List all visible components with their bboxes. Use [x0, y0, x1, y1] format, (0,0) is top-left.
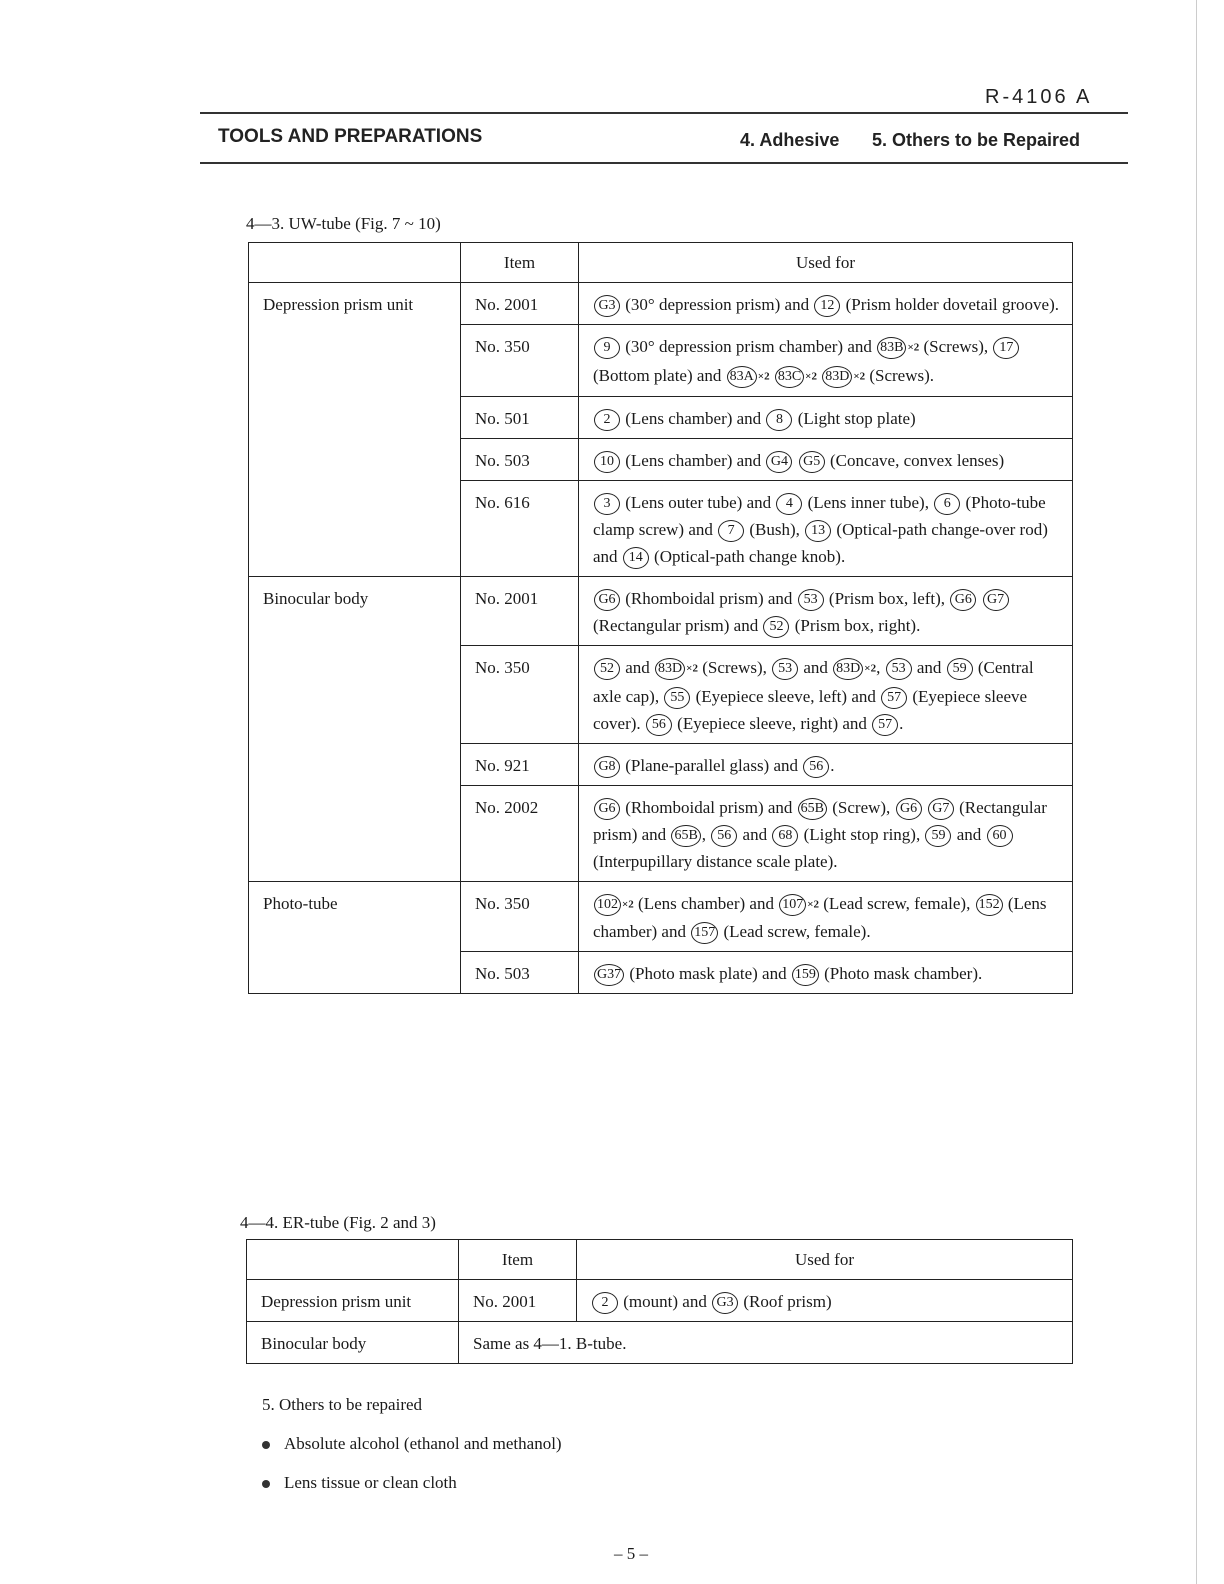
part-number-circle: 59 — [925, 825, 951, 847]
used-for-text: (Photo mask chamber). — [819, 964, 983, 984]
used-for-text: (Light stop ring), — [799, 824, 925, 844]
used-for-text: , — [701, 824, 711, 844]
item-cell: No. 503 — [461, 952, 579, 994]
used-for-text: (Screws), — [697, 658, 772, 678]
part-number-circle: G6 — [594, 589, 620, 611]
used-for-text — [770, 366, 774, 385]
used-for-text: (Lead screw, female), — [819, 893, 975, 913]
part-number-circle: 152 — [976, 894, 1003, 916]
doc-number: R-4106 A — [985, 86, 1093, 108]
used-for-text: (Optical-path change-over rod) and — [593, 520, 1048, 567]
used-for-text: (Central axle cap), — [593, 658, 1034, 706]
table-row — [249, 881, 1073, 952]
item-used-cell: Same as 4—1. B-tube. — [459, 1322, 1073, 1364]
item-cell: No. 350 — [461, 881, 579, 952]
part-number-circle: 14 — [623, 547, 649, 569]
used-for-text: (Lead screw, female). — [719, 922, 871, 942]
uw-tube-heading: 4—3. UW-tube (Fig. 7 ~ 10) — [246, 214, 441, 233]
item-cell: No. 350 — [461, 646, 579, 744]
part-number-circle: 12 — [814, 295, 840, 317]
part-number-circle: 13 — [805, 520, 831, 542]
part-number-circle: G6 — [594, 798, 620, 820]
part-number-circle: 52 — [763, 616, 789, 638]
part-number-circle: 56 — [711, 825, 737, 847]
header-empty-cell — [247, 1240, 459, 1280]
used-for-text: (Prism box, left), — [824, 589, 950, 609]
used-for-text: (Prism holder dovetail groove). — [841, 295, 1060, 314]
used-for-text — [923, 798, 927, 817]
used-for-text: (Bottom plate) and — [593, 365, 726, 385]
section-header-others: 5. Others to be Repaired — [872, 130, 1081, 150]
used-for-text: and — [912, 658, 946, 678]
used-for-text: (Prism box, right). — [790, 616, 921, 636]
part-number-circle: G7 — [983, 589, 1009, 611]
list-item-text: Lens tissue or clean cloth — [284, 1473, 457, 1492]
used-for-text: (Rectangular prism) and — [593, 797, 1047, 844]
item-cell: No. 921 — [461, 743, 579, 785]
part-number-circle: G6 — [896, 798, 922, 820]
used-for-text: (Lens chamber) and — [593, 893, 1047, 942]
used-for-text: (Light stop plate) — [793, 409, 916, 429]
part-number-circle: 56 — [646, 714, 672, 736]
used-for-cell — [579, 785, 1073, 881]
header-used-for: Used for — [579, 243, 1073, 283]
header-used-for: Used for — [577, 1240, 1073, 1280]
table-header-row — [249, 243, 1073, 283]
part-number-circle: 10 — [594, 451, 620, 473]
used-for-cell — [579, 283, 1073, 325]
part-number-circle: 60 — [987, 825, 1013, 847]
quantity-mark: ×2 — [757, 370, 770, 383]
part-number-circle: G8 — [594, 756, 620, 778]
header-empty-cell — [249, 243, 461, 283]
part-number-circle: 17 — [993, 337, 1019, 359]
used-for-cell — [579, 743, 1073, 785]
used-for-text: (Plane-parallel glass) and — [621, 755, 803, 775]
used-for-text: and — [799, 658, 833, 678]
part-number-circle: 2 — [594, 409, 620, 431]
part-number-circle: 8 — [766, 409, 792, 431]
part-number-circle: 68 — [772, 825, 798, 847]
part-number-circle: 107 — [779, 894, 806, 916]
group-name: Binocular body — [249, 577, 461, 882]
used-for-text: (Photo-tube clamp screw) and — [593, 493, 1046, 540]
used-for-text: (Lens inner tube), — [803, 493, 934, 513]
table-row — [249, 283, 1073, 325]
used-for-text: (Rhomboidal prism) and — [621, 589, 797, 609]
part-number-circle: G7 — [928, 798, 954, 820]
item-cell: No. 503 — [461, 439, 579, 481]
item-cell: No. 2001 — [459, 1280, 577, 1322]
part-number-circle: 52 — [594, 658, 620, 680]
bullet-icon — [262, 1480, 270, 1488]
uw-tube-table — [248, 242, 1073, 994]
used-for-text: , — [876, 658, 885, 678]
used-for-text — [817, 366, 821, 385]
part-number-circle: G37 — [594, 964, 624, 986]
quantity-mark: ×2 — [622, 898, 634, 911]
used-for-text: (Eyepiece sleeve cover). — [593, 686, 1028, 733]
header-top-rule — [200, 112, 1128, 114]
used-for-text: (Concave, convex lenses) — [825, 451, 1005, 471]
part-number-circle: 59 — [947, 658, 973, 680]
used-for-text: (Optical-path change knob). — [649, 547, 846, 567]
part-number-circle: 83A — [727, 366, 757, 388]
used-for-cell — [579, 881, 1073, 952]
part-number-circle: G3 — [594, 295, 620, 317]
used-for-text: (Lens chamber) and — [633, 893, 779, 913]
used-for-cell — [579, 577, 1073, 646]
used-for-cell — [579, 952, 1073, 994]
part-number-circle: 53 — [772, 658, 798, 680]
item-cell: No. 2001 — [461, 577, 579, 646]
used-for-text: (Lens outer tube) and — [621, 493, 776, 513]
part-number-circle: G6 — [950, 589, 976, 611]
part-number-circle: 4 — [776, 493, 802, 515]
page-number: – 5 – — [614, 1544, 648, 1563]
part-number-circle: 83C — [775, 366, 804, 388]
quantity-mark: ×2 — [853, 370, 866, 383]
part-number-circle: 57 — [881, 687, 907, 709]
used-for-text: (Eyepiece sleeve, right) and — [672, 713, 872, 733]
quantity-mark: ×2 — [807, 898, 819, 911]
header-item: Item — [461, 243, 579, 283]
part-number-circle: 83D — [655, 658, 685, 680]
used-for-text: (Bush), — [745, 520, 805, 540]
part-number-circle: 83D — [833, 658, 863, 680]
table-header-row — [247, 1240, 1073, 1280]
group-name: Depression prism unit — [249, 283, 461, 577]
used-for-text: (Photo mask plate) and — [625, 964, 791, 984]
er-tube-heading: 4—4. ER-tube (Fig. 2 and 3) — [240, 1213, 436, 1232]
part-number-circle: 2 — [592, 1292, 618, 1314]
group-name: Binocular body — [247, 1322, 459, 1364]
item-cell: No. 350 — [461, 325, 579, 397]
used-for-text: (30° depression prism chamber) and — [621, 337, 877, 356]
table-row — [249, 577, 1073, 646]
used-for-text: (Interpupillary distance scale plate). — [593, 851, 838, 871]
used-for-cell — [577, 1280, 1073, 1322]
quantity-mark: ×2 — [907, 341, 920, 354]
quantity-mark: ×2 — [864, 662, 877, 675]
list-item — [262, 1434, 562, 1454]
item-cell: No. 616 — [461, 481, 579, 577]
used-for-cell — [579, 397, 1073, 439]
part-number-circle: 159 — [792, 964, 819, 986]
section-header-title: TOOLS AND PREPARATIONS — [218, 126, 483, 147]
used-for-text: (Roof prism) — [739, 1292, 832, 1311]
table-row — [247, 1322, 1073, 1364]
group-name: Depression prism unit — [247, 1280, 459, 1322]
part-number-circle: 56 — [803, 756, 829, 778]
used-for-text — [793, 451, 797, 470]
used-for-text: (Lens chamber) and — [621, 451, 766, 471]
part-number-circle: 157 — [691, 922, 718, 944]
header-item: Item — [459, 1240, 577, 1280]
others-heading: 5. Others to be repaired — [262, 1395, 423, 1414]
used-for-text: (Rectangular prism) and — [593, 616, 763, 636]
used-for-text: (mount) and — [619, 1292, 712, 1311]
quantity-mark: ×2 — [686, 662, 698, 675]
used-for-cell — [579, 325, 1073, 397]
used-for-text: (Eyepiece sleeve, left) and — [691, 686, 881, 706]
part-number-circle: 102 — [594, 894, 621, 916]
group-name: Photo-tube — [249, 881, 461, 994]
bullet-icon — [262, 1441, 270, 1449]
used-for-text: and — [952, 824, 986, 844]
used-for-text: (Screw), — [828, 797, 895, 817]
part-number-circle: 9 — [594, 337, 620, 359]
list-item-text: Absolute alcohol (ethanol and methanol) — [284, 1434, 562, 1453]
part-number-circle: 53 — [798, 589, 824, 611]
header-bottom-rule — [200, 162, 1128, 164]
part-number-circle: G5 — [799, 451, 825, 473]
page-edge-line — [1196, 0, 1197, 1584]
part-number-circle: 83B — [877, 337, 906, 359]
part-number-circle: 7 — [718, 520, 744, 542]
used-for-text: and — [621, 658, 655, 678]
item-cell: No. 2002 — [461, 785, 579, 881]
part-number-circle: 3 — [594, 493, 620, 515]
list-item — [262, 1473, 457, 1493]
part-number-circle: G3 — [712, 1292, 738, 1314]
used-for-text — [977, 589, 981, 608]
er-tube-table — [246, 1239, 1073, 1364]
used-for-text: (Lens chamber) and — [621, 409, 766, 429]
used-for-cell — [579, 646, 1073, 744]
item-cell: No. 501 — [461, 397, 579, 439]
item-cell: No. 2001 — [461, 283, 579, 325]
part-number-circle: G4 — [766, 451, 792, 473]
table-row — [247, 1280, 1073, 1322]
used-for-text: (30° depression prism) and — [621, 295, 814, 314]
part-number-circle: 65B — [798, 798, 827, 820]
section-header-adhesive: 4. Adhesive — [740, 130, 840, 150]
used-for-text: (Screws). — [865, 365, 935, 385]
part-number-circle: 6 — [934, 493, 960, 515]
used-for-cell — [579, 439, 1073, 481]
used-for-text: (Screws), — [919, 337, 993, 356]
part-number-circle: 57 — [872, 714, 898, 736]
part-number-circle: 83D — [822, 366, 852, 388]
part-number-circle: 65B — [671, 825, 700, 847]
used-for-text: and — [738, 824, 772, 844]
part-number-circle: 53 — [886, 658, 912, 680]
used-for-text: . — [899, 713, 904, 733]
used-for-text: . — [830, 755, 835, 775]
quantity-mark: ×2 — [805, 370, 817, 383]
part-number-circle: 55 — [664, 687, 690, 709]
used-for-cell — [579, 481, 1073, 577]
used-for-text: (Rhomboidal prism) and — [621, 797, 797, 817]
